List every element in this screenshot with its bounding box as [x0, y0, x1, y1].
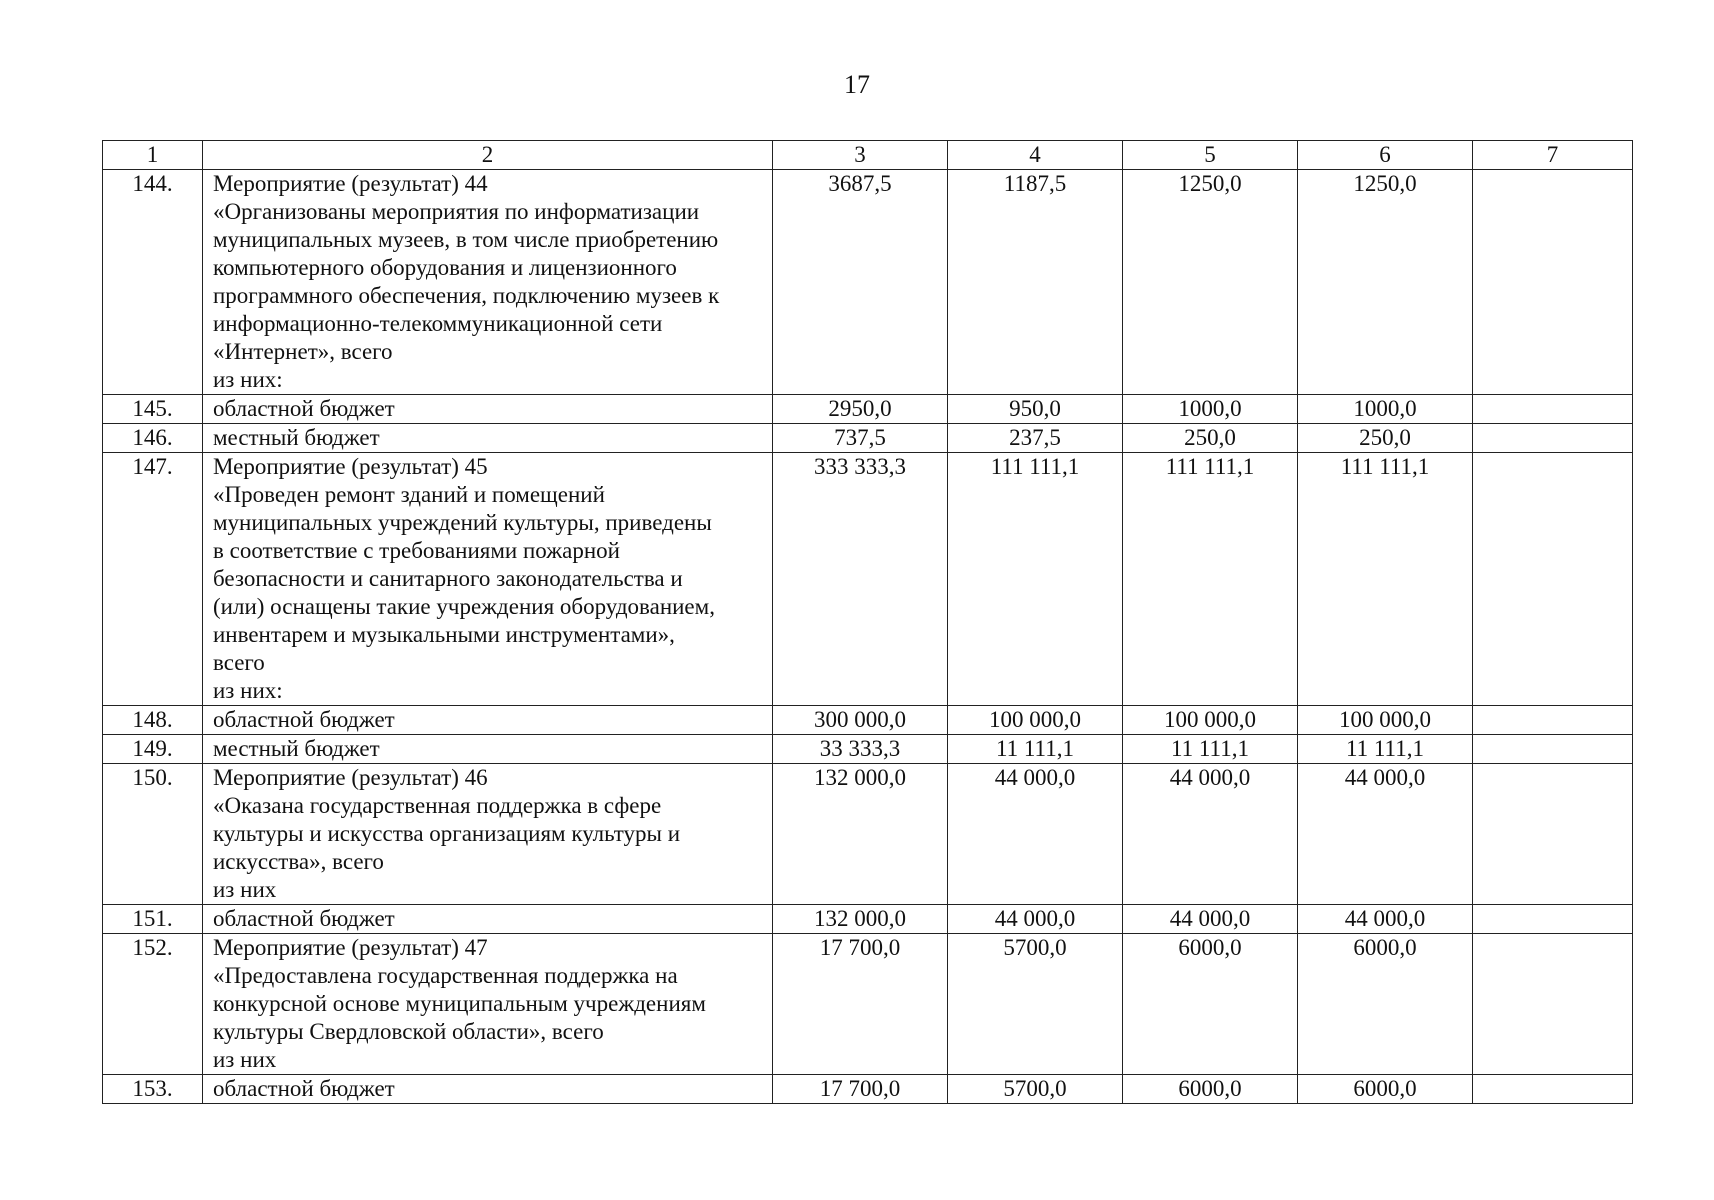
description-line: областной бюджет: [213, 707, 395, 732]
column-header: 4: [948, 141, 1123, 170]
description-line: «Интернет», всего: [213, 339, 393, 364]
value-cell-c6: 100 000,0: [1298, 706, 1473, 735]
value-cell-c3: 3687,5: [773, 170, 948, 395]
description-line: «Предоставлена государственная поддержка на: [213, 963, 678, 988]
row-number: 149.: [103, 735, 203, 764]
value-cell-c4: 11 111,1: [948, 735, 1123, 764]
description-line: из них:: [213, 678, 283, 703]
row-description: [203, 706, 773, 735]
description-line: искусства», всего: [213, 849, 384, 874]
row-number: 144.: [103, 170, 203, 395]
row-description: [203, 1075, 773, 1104]
row-description: [203, 905, 773, 934]
row-number: 151.: [103, 905, 203, 934]
row-description: [203, 934, 773, 1075]
description-line: Мероприятие (результат) 45: [213, 454, 488, 479]
value-cell-c3: 737,5: [773, 424, 948, 453]
description-line: (или) оснащены такие учреждения оборудованием,: [213, 594, 715, 619]
row-number: 146.: [103, 424, 203, 453]
value-cell-c3: 17 700,0: [773, 1075, 948, 1104]
value-cell-c3: 132 000,0: [773, 905, 948, 934]
value-cell-c3: 17 700,0: [773, 934, 948, 1075]
description-line: культуры и искусства организациям культуры и: [213, 821, 681, 846]
description-line: областной бюджет: [213, 396, 395, 421]
table-row: [103, 170, 1633, 395]
value-cell-c5: 111 111,1: [1123, 453, 1298, 706]
budget-table: [102, 140, 1633, 1104]
value-cell-c7: [1473, 1075, 1633, 1104]
row-number: 153.: [103, 1075, 203, 1104]
row-description: [203, 170, 773, 395]
value-cell-c4: 237,5: [948, 424, 1123, 453]
value-cell-c5: 11 111,1: [1123, 735, 1298, 764]
column-header: 6: [1298, 141, 1473, 170]
description-line: местный бюджет: [213, 425, 380, 450]
value-cell-c4: 1187,5: [948, 170, 1123, 395]
table-row: [103, 1075, 1633, 1104]
description-line: «Проведен ремонт зданий и помещений: [213, 482, 605, 507]
value-cell-c3: 2950,0: [773, 395, 948, 424]
value-cell-c3: 33 333,3: [773, 735, 948, 764]
description-line: из них: [213, 1047, 277, 1072]
row-description: [203, 395, 773, 424]
description-line: Мероприятие (результат) 46: [213, 765, 488, 790]
table-row: [103, 905, 1633, 934]
value-cell-c4: 5700,0: [948, 934, 1123, 1075]
value-cell-c6: 44 000,0: [1298, 764, 1473, 905]
column-header: 1: [103, 141, 203, 170]
value-cell-c6: 1250,0: [1298, 170, 1473, 395]
value-cell-c7: [1473, 934, 1633, 1075]
table-row: [103, 735, 1633, 764]
description-line: областной бюджет: [213, 1076, 395, 1101]
value-cell-c4: 100 000,0: [948, 706, 1123, 735]
value-cell-c7: [1473, 905, 1633, 934]
table-row: [103, 424, 1633, 453]
row-number: 152.: [103, 934, 203, 1075]
table-row: [103, 706, 1633, 735]
description-line: всего: [213, 650, 265, 675]
table-row: [103, 934, 1633, 1075]
value-cell-c4: 44 000,0: [948, 764, 1123, 905]
description-line: Мероприятие (результат) 44: [213, 171, 488, 196]
row-number: 148.: [103, 706, 203, 735]
description-line: конкурсной основе муниципальным учреждениям: [213, 991, 706, 1016]
description-line: «Организованы мероприятия по информатизации: [213, 199, 700, 224]
description-line: инвентарем и музыкальными инструментами»,: [213, 622, 675, 647]
value-cell-c7: [1473, 706, 1633, 735]
description-line: компьютерного оборудования и лицензионного: [213, 255, 677, 280]
value-cell-c7: [1473, 764, 1633, 905]
description-line: муниципальных музеев, в том числе приобретению: [213, 227, 719, 252]
value-cell-c5: 1250,0: [1123, 170, 1298, 395]
column-header: 7: [1473, 141, 1633, 170]
value-cell-c4: 44 000,0: [948, 905, 1123, 934]
description-line: в соответствие с требованиями пожарной: [213, 538, 620, 563]
value-cell-c6: 111 111,1: [1298, 453, 1473, 706]
value-cell-c4: 111 111,1: [948, 453, 1123, 706]
value-cell-c6: 6000,0: [1298, 1075, 1473, 1104]
row-description: [203, 453, 773, 706]
value-cell-c3: 333 333,3: [773, 453, 948, 706]
table-body: [103, 170, 1633, 1104]
value-cell-c7: [1473, 453, 1633, 706]
description-line: Мероприятие (результат) 47: [213, 935, 488, 960]
value-cell-c4: 5700,0: [948, 1075, 1123, 1104]
value-cell-c4: 950,0: [948, 395, 1123, 424]
table-row: [103, 395, 1633, 424]
row-description: [203, 764, 773, 905]
table-row: [103, 764, 1633, 905]
row-description: [203, 735, 773, 764]
description-line: из них:: [213, 367, 283, 392]
description-line: культуры Свердловской области», всего: [213, 1019, 604, 1044]
description-line: информационно-телекоммуникационной сети: [213, 311, 663, 336]
row-description: [203, 424, 773, 453]
column-header: 2: [203, 141, 773, 170]
value-cell-c5: 6000,0: [1123, 934, 1298, 1075]
header-row: [103, 141, 1633, 170]
row-number: 147.: [103, 453, 203, 706]
description-line: «Оказана государственная поддержка в сфере: [213, 793, 662, 818]
value-cell-c7: [1473, 170, 1633, 395]
value-cell-c5: 1000,0: [1123, 395, 1298, 424]
description-line: из них: [213, 877, 277, 902]
value-cell-c6: 6000,0: [1298, 934, 1473, 1075]
value-cell-c5: 100 000,0: [1123, 706, 1298, 735]
value-cell-c5: 44 000,0: [1123, 905, 1298, 934]
value-cell-c5: 44 000,0: [1123, 764, 1298, 905]
value-cell-c7: [1473, 424, 1633, 453]
value-cell-c6: 1000,0: [1298, 395, 1473, 424]
value-cell-c6: 44 000,0: [1298, 905, 1473, 934]
row-number: 145.: [103, 395, 203, 424]
value-cell-c5: 6000,0: [1123, 1075, 1298, 1104]
description-line: программного обеспечения, подключению музеев к: [213, 283, 720, 308]
value-cell-c3: 132 000,0: [773, 764, 948, 905]
value-cell-c7: [1473, 395, 1633, 424]
page-number: 17: [844, 70, 870, 99]
value-cell-c3: 300 000,0: [773, 706, 948, 735]
value-cell-c5: 250,0: [1123, 424, 1298, 453]
column-header: 5: [1123, 141, 1298, 170]
value-cell-c6: 11 111,1: [1298, 735, 1473, 764]
column-header: 3: [773, 141, 948, 170]
value-cell-c6: 250,0: [1298, 424, 1473, 453]
description-line: безопасности и санитарного законодательства и: [213, 566, 683, 591]
description-line: муниципальных учреждений культуры, приведены: [213, 510, 712, 535]
value-cell-c7: [1473, 735, 1633, 764]
description-line: местный бюджет: [213, 736, 380, 761]
description-line: областной бюджет: [213, 906, 395, 931]
table-row: [103, 453, 1633, 706]
row-number: 150.: [103, 764, 203, 905]
